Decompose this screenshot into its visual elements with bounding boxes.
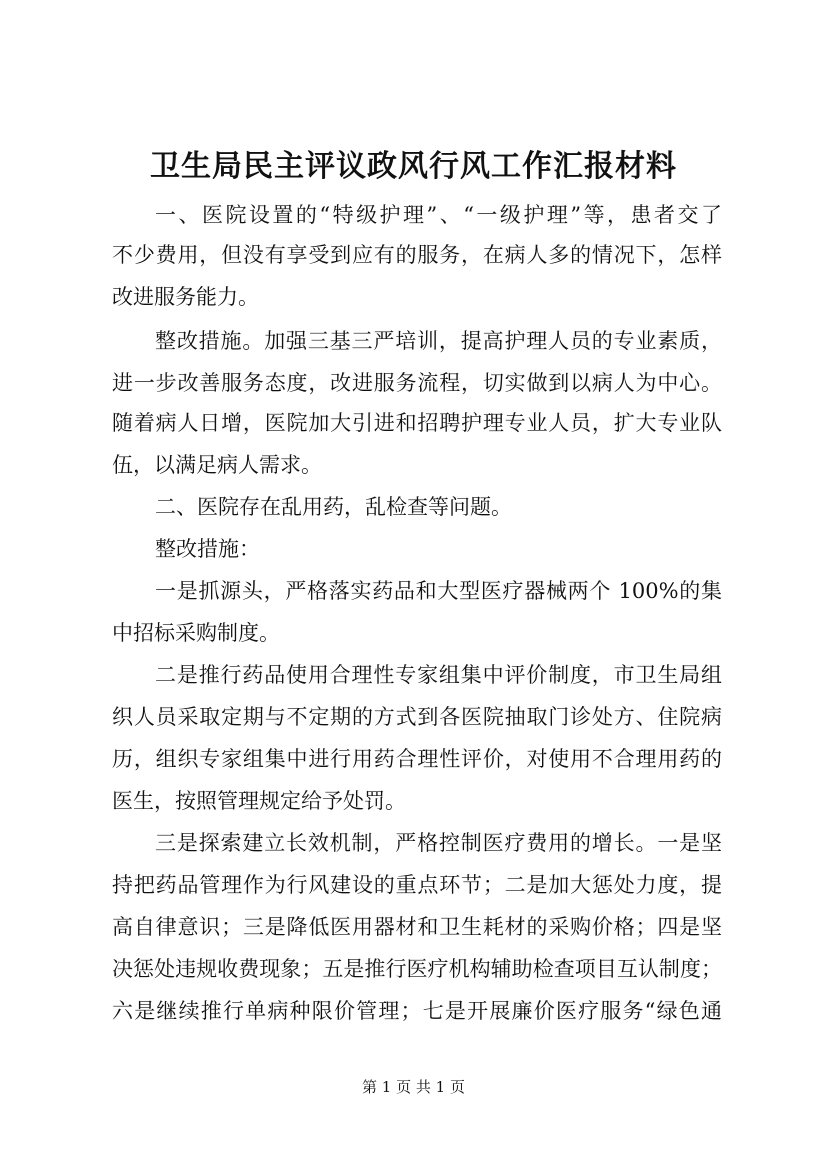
paragraph-line: 六是继续推行单病种限价管理；七是开展廉价医疗服务“绿色通 xyxy=(112,999,722,1023)
paragraph-line: 三是探索建立长效机制，严格控制医疗费用的增长。一是坚 xyxy=(155,831,722,855)
paragraph-line: 整改措施： xyxy=(155,537,260,561)
paragraph-line: 高自律意识；三是降低医用器材和卫生耗材的采购价格；四是坚 xyxy=(112,915,722,939)
paragraph-line: 二是推行药品使用合理性专家组集中评价制度，市卫生局组 xyxy=(155,663,722,687)
paragraph-line: 一、医院设置的“特级护理”、“一级护理”等，患者交了 xyxy=(155,203,722,227)
paragraph-line: 决惩处违规收费现象；五是推行医疗机构辅助检查项目互认制度； xyxy=(112,957,722,981)
paragraph-line: 中招标采购制度。 xyxy=(112,621,280,645)
paragraph-line: 医生，按照管理规定给予处罚。 xyxy=(112,789,406,813)
paragraph-line: 改进服务能力。 xyxy=(112,285,259,309)
paragraph-line: 二、医院存在乱用药，乱检查等问题。 xyxy=(155,495,512,519)
page-number: 第 1 页 共 1 页 xyxy=(362,1078,465,1096)
paragraph-line: 持把药品管理作为行风建设的重点环节；二是加大惩处力度，提 xyxy=(112,873,722,897)
paragraph-line: 整改措施。加强三基三严培训，提高护理人员的专业素质， xyxy=(155,329,722,353)
paragraph-line: 随着病人日增，医院加大引进和招聘护理专业人员，扩大专业队 xyxy=(112,411,722,435)
paragraph-line: 不少费用，但没有享受到应有的服务，在病人多的情况下，怎样 xyxy=(112,243,722,267)
paragraph-line: 历，组织专家组集中进行用药合理性评价，对使用不合理用药的 xyxy=(112,747,722,771)
document-title: 卫生局民主评议政风行风工作汇报材料 xyxy=(150,149,677,184)
paragraph-line: 一是抓源头，严格落实药品和大型医疗器械两个 100%的集 xyxy=(155,579,722,603)
paragraph-line: 伍，以满足病人需求。 xyxy=(112,453,322,477)
paragraph-line: 进一步改善服务态度，改进服务流程，切实做到以病人为中心。 xyxy=(112,371,722,395)
paragraph-line: 织人员采取定期与不定期的方式到各医院抽取门诊处方、住院病 xyxy=(112,705,722,729)
